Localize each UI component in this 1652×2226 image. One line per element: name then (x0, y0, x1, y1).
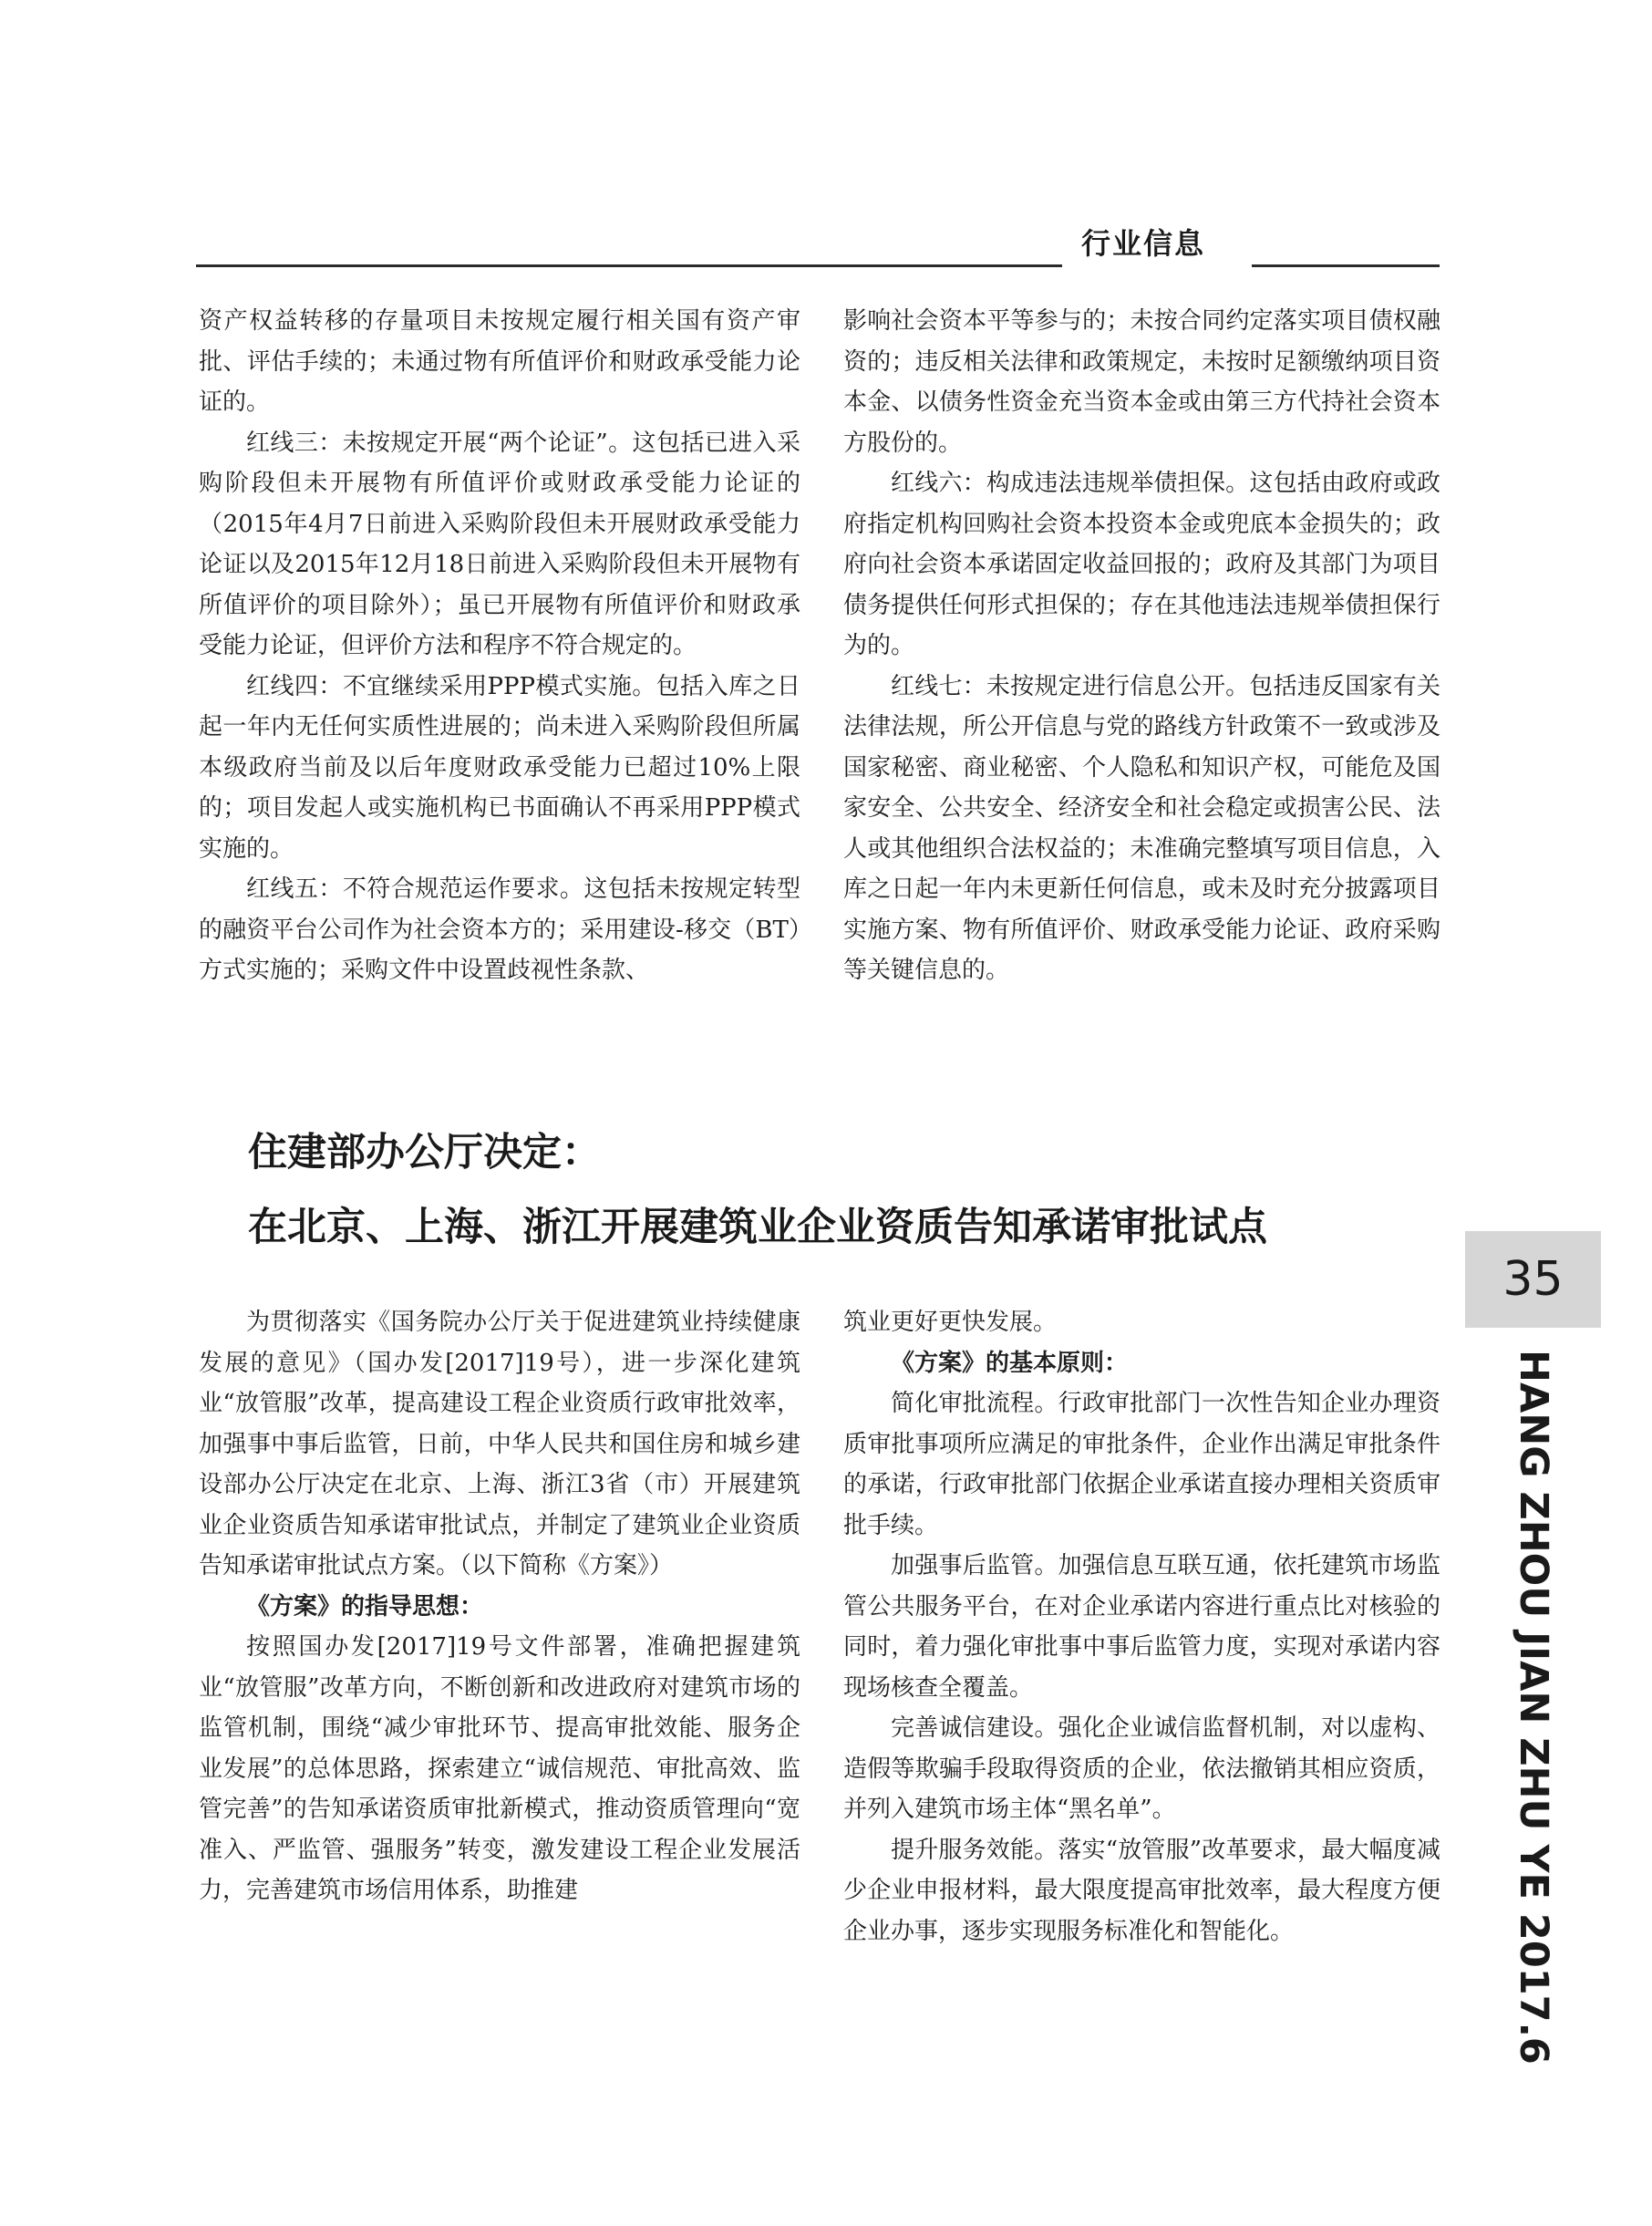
paragraph: 完善诚信建设。强化企业诚信监督机制，对以虚构、造假等欺骗手段取得资质的企业，依法撤销其相应资质，并列入建筑市场主体“黑名单”。 (843, 1714, 1440, 1823)
paragraph: 按照国办发[2017]19号文件部署，准确把握建筑业“放管服”改革方向，不断创新和改进政府对建筑市场的监管机制，围绕“减少审批环节、提高审批效能、服务企业发展”的总体思路，探索建立“诚信规范、审批高效、监管完善”的告知承诺资质审批新模式，推动资质管理向“宽准入、严监管、强服务”转变，激发建设工程企业发展活力，完善建筑市场信用体系，助推建 (199, 1633, 800, 1904)
bottom-left-column (199, 1302, 800, 1911)
paragraph: 红线五：不符合规范运作要求。这包括未按规定转型的融资平台公司作为社会资本方的；采用建设-移交（BT）方式实施的；采购文件中设置歧视性条款、 (199, 875, 800, 984)
paragraph: 红线六：构成违法违规举债担保。这包括由政府或政府指定机构回购社会资本投资本金或兜底本金损失的；政府向社会资本承诺固定收益回报的；政府及其部门为项目债务提供任何形式担保的；存在其他违法违规举债担保行为的。 (843, 470, 1440, 659)
bottom-right-column (843, 1302, 1440, 1952)
paragraph: 影响社会资本平等参与的；未按合同约定落实项目债权融资的；违反相关法律和政策规定，未按时足额缴纳项目资本金、以债务性资金充当资本金或由第三方代持社会资本方股份的。 (843, 307, 1440, 457)
paragraph: 简化审批流程。行政审批部门一次性告知企业办理资质审批事项所应满足的审批条件，企业作出满足审批条件的承诺，行政审批部门依据企业承诺直接办理相关资质审批手续。 (843, 1390, 1440, 1539)
journal-name-vertical: HANG ZHOU JIAN ZHU YE 2017.6 (1511, 1350, 1556, 2065)
paragraph: 红线七：未按规定进行信息公开。包括违反国家有关法律法规，所公开信息与党的路线方针政策不一致或涉及国家秘密、商业秘密、个人隐私和知识产权，可能危及国家安全、公共安全、经济安全和社会稳定或损害公民、法人或其他组织合法权益的；未准确完整填写项目信息，入库之日起一年内未更新任何信息，或未及时充分披露项目实施方案、物有所值评价、财政承受能力论证、政府采购等关键信息的。 (843, 672, 1440, 984)
top-left-column (199, 301, 800, 991)
paragraph: 红线三：未按规定开展“两个论证”。这包括已进入采购阶段但未开展物有所值评价或财政承受能力论证的（2015年4月7日前进入采购阶段但未开展财政承受能力论证以及2015年12月18日前进入采购阶段但未开展物有所值评价的项目除外）；虽已开展物有所值评价和财政承受能力论证，但评价方法和程序不符合规定的。 (199, 429, 800, 659)
paragraph: 红线四：不宜继续采用PPP模式实施。包括入库之日起一年内无任何实质性进展的；尚未进入采购阶段但所属本级政府当前及以后年度财政承受能力已超过10%上限的；项目发起人或实施机构已书面确认不再采用PPP模式实施的。 (199, 672, 800, 863)
subheading: 《方案》的基本原则： (891, 1349, 1129, 1377)
page-number: 35 (1465, 1231, 1601, 1328)
section-label: 行业信息 (1081, 226, 1206, 261)
paragraph: 为贯彻落实《国务院办公厅关于促进建筑业持续健康发展的意见》（国办发[2017]19号），进一步深化建筑业“放管服”改革，提高建设工程企业资质行政审批效率，加强事中事后监管，日前，中华人民共和国住房和城乡建设部办公厅决定在北京、上海、浙江3省（市）开展建筑业企业资质告知承诺审批试点，并制定了建筑业企业资质告知承诺审批试点方案。（以下简称《方案》） (199, 1309, 800, 1579)
header-rule-left (196, 264, 1062, 267)
top-right-column (843, 301, 1440, 991)
paragraph: 提升服务效能。落实“放管服”改革要求，最大幅度减少企业申报材料，最大限度提高审批效率，最大程度方便企业办事，逐步实现服务标准化和智能化。 (843, 1836, 1440, 1945)
paragraph: 资产权益转移的存量项目未按规定履行相关国有资产审批、评估手续的；未通过物有所值评价和财政承受能力论证的。 (199, 307, 800, 416)
article-title-line-1: 住建部办公厅决定： (248, 1130, 601, 1175)
paragraph: 筑业更好更快发展。 (843, 1309, 1058, 1336)
subheading: 《方案》的指导思想： (246, 1592, 484, 1620)
paragraph: 加强事后监管。加强信息互联互通，依托建筑市场监管公共服务平台，在对企业承诺内容进行重点比对核验的同时，着力强化审批事中事后监管力度，实现对承诺内容现场核查全覆盖。 (843, 1552, 1440, 1702)
header-rule-right (1252, 264, 1440, 267)
article-title-line-2: 在北京、上海、浙江开展建筑业企业资质告知承诺审批试点 (248, 1205, 1267, 1250)
